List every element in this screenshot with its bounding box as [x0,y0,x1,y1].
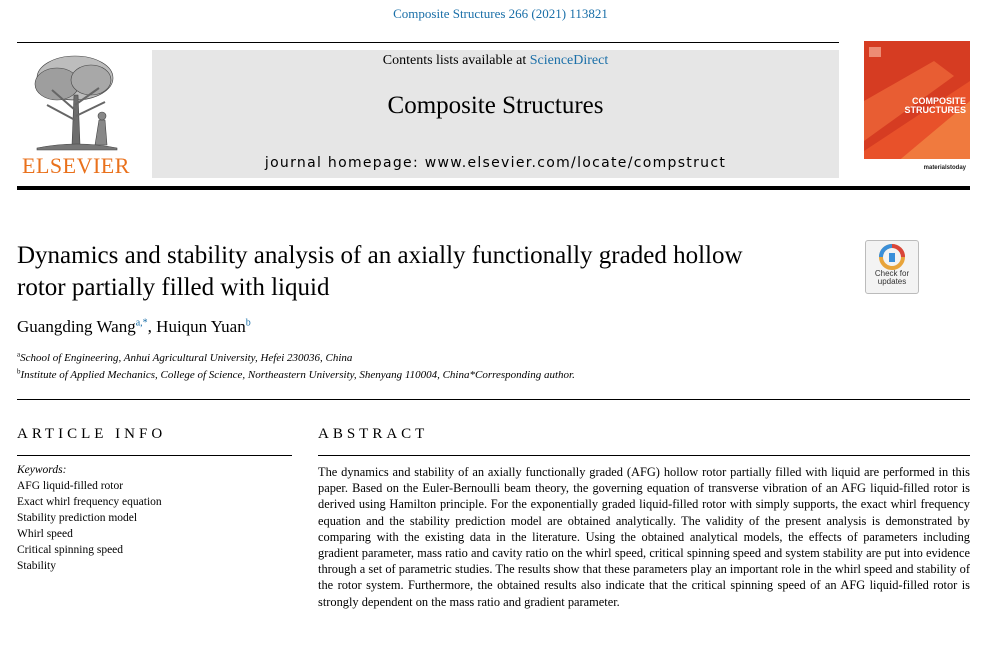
author-name[interactable]: Huiqun Yuan [156,317,246,336]
abstract-rule [318,455,970,456]
check-line1: Check for [874,269,910,278]
check-line2: updates [877,277,907,286]
sciencedirect-link[interactable]: ScienceDirect [529,53,609,68]
tree-icon [35,56,117,150]
header-thick-rule [17,186,970,190]
journal-homepage[interactable]: journal homepage: www.elsevier.com/locate/compstruct [264,155,727,171]
journal-citation-link[interactable]: Composite Structures 266 (2021) 113821 [393,6,608,21]
article-info-heading: ARTICLE INFO [17,426,167,442]
check-for-updates-button[interactable] [865,240,919,294]
author-list [17,317,251,337]
title-line-1: Dynamics and stability analysis of an axially functionally graded hollow [17,242,743,269]
affiliation-mark: a [17,350,21,359]
abstract-heading: ABSTRACT [318,426,429,442]
title-line-2: rotor partially filled with liquid [17,274,330,301]
article-title [17,240,847,304]
journal-cover-thumbnail[interactable] [864,41,970,173]
cover-title-line1: COMPOSITE [911,96,966,106]
cover-brand: materialstoday [923,165,966,171]
author-affiliation-sup[interactable]: b [245,317,251,329]
affiliation-text: Institute of Applied Mechanics, College of Science, Northeastern University, Shenyang 110004, China*Corresponding author. [20,369,575,381]
cover-title-line2: STRUCTURES [904,105,966,115]
keywords-label: Keywords: [17,464,67,476]
journal-title: Composite Structures [387,92,604,119]
section-rule [17,399,970,400]
contents-prefix: Contents lists available at [382,53,530,68]
keyword-item: Exact whirl frequency equation [17,496,162,508]
affiliation-mark: b [17,367,21,376]
keyword-item: Critical spinning speed [17,544,124,556]
affiliation-a [17,352,352,364]
header-rule [17,42,839,43]
keyword-item: Stability prediction model [17,512,138,524]
check-updates-label [866,270,918,286]
author-name[interactable]: Guangding Wang [17,317,136,336]
keyword-item: Stability [17,560,56,572]
cover-title [864,97,966,115]
author-separator: , [147,317,157,336]
elsevier-wordmark: ELSEVIER [22,153,130,178]
author-affiliation-sup[interactable]: a,* [135,317,148,329]
keyword-item: Whirl speed [17,528,73,540]
contents-line [152,53,839,69]
affiliation-text: School of Engineering, Anhui Agricultural University, Hefei 230036, China [20,352,353,364]
article-info-rule [17,455,292,456]
check-updates-icon [879,244,905,270]
keyword-item: AFG liquid-filled rotor [17,480,124,492]
abstract-body: The dynamics and stability of an axially functionally graded (AFG) hollow rotor partially filled with liquid are performed in this paper. Based on the Euler-Bernoulli beam theory, the governing equation of transverse vibration of an AFG liquid-filled rotor is derived using Hamilton principle. For the exponentially graded liquid-filled rotor with simply supports, the exact whirl frequency equation and the stability prediction model are obtained analytically. The validity of the present analysis is demonstrated by comparing with the existing data in the literature. Using the obtained analytical models, the effects of parameters including gradient parameter, mass ratio and cavity ratio on the whirl speed, critical spinning speed and system stability are put into evidence through a set of parametric studies. The results show that these parameters play an important role in the whirl speed and stability of the rotor system. Furthermore, the obtained results also indicate that the critical spinning speed of an AFG liquid-filled rotor is strongly dependent on the mass ratio and gradient parameter. [318,465,970,609]
affiliation-b [17,369,575,381]
